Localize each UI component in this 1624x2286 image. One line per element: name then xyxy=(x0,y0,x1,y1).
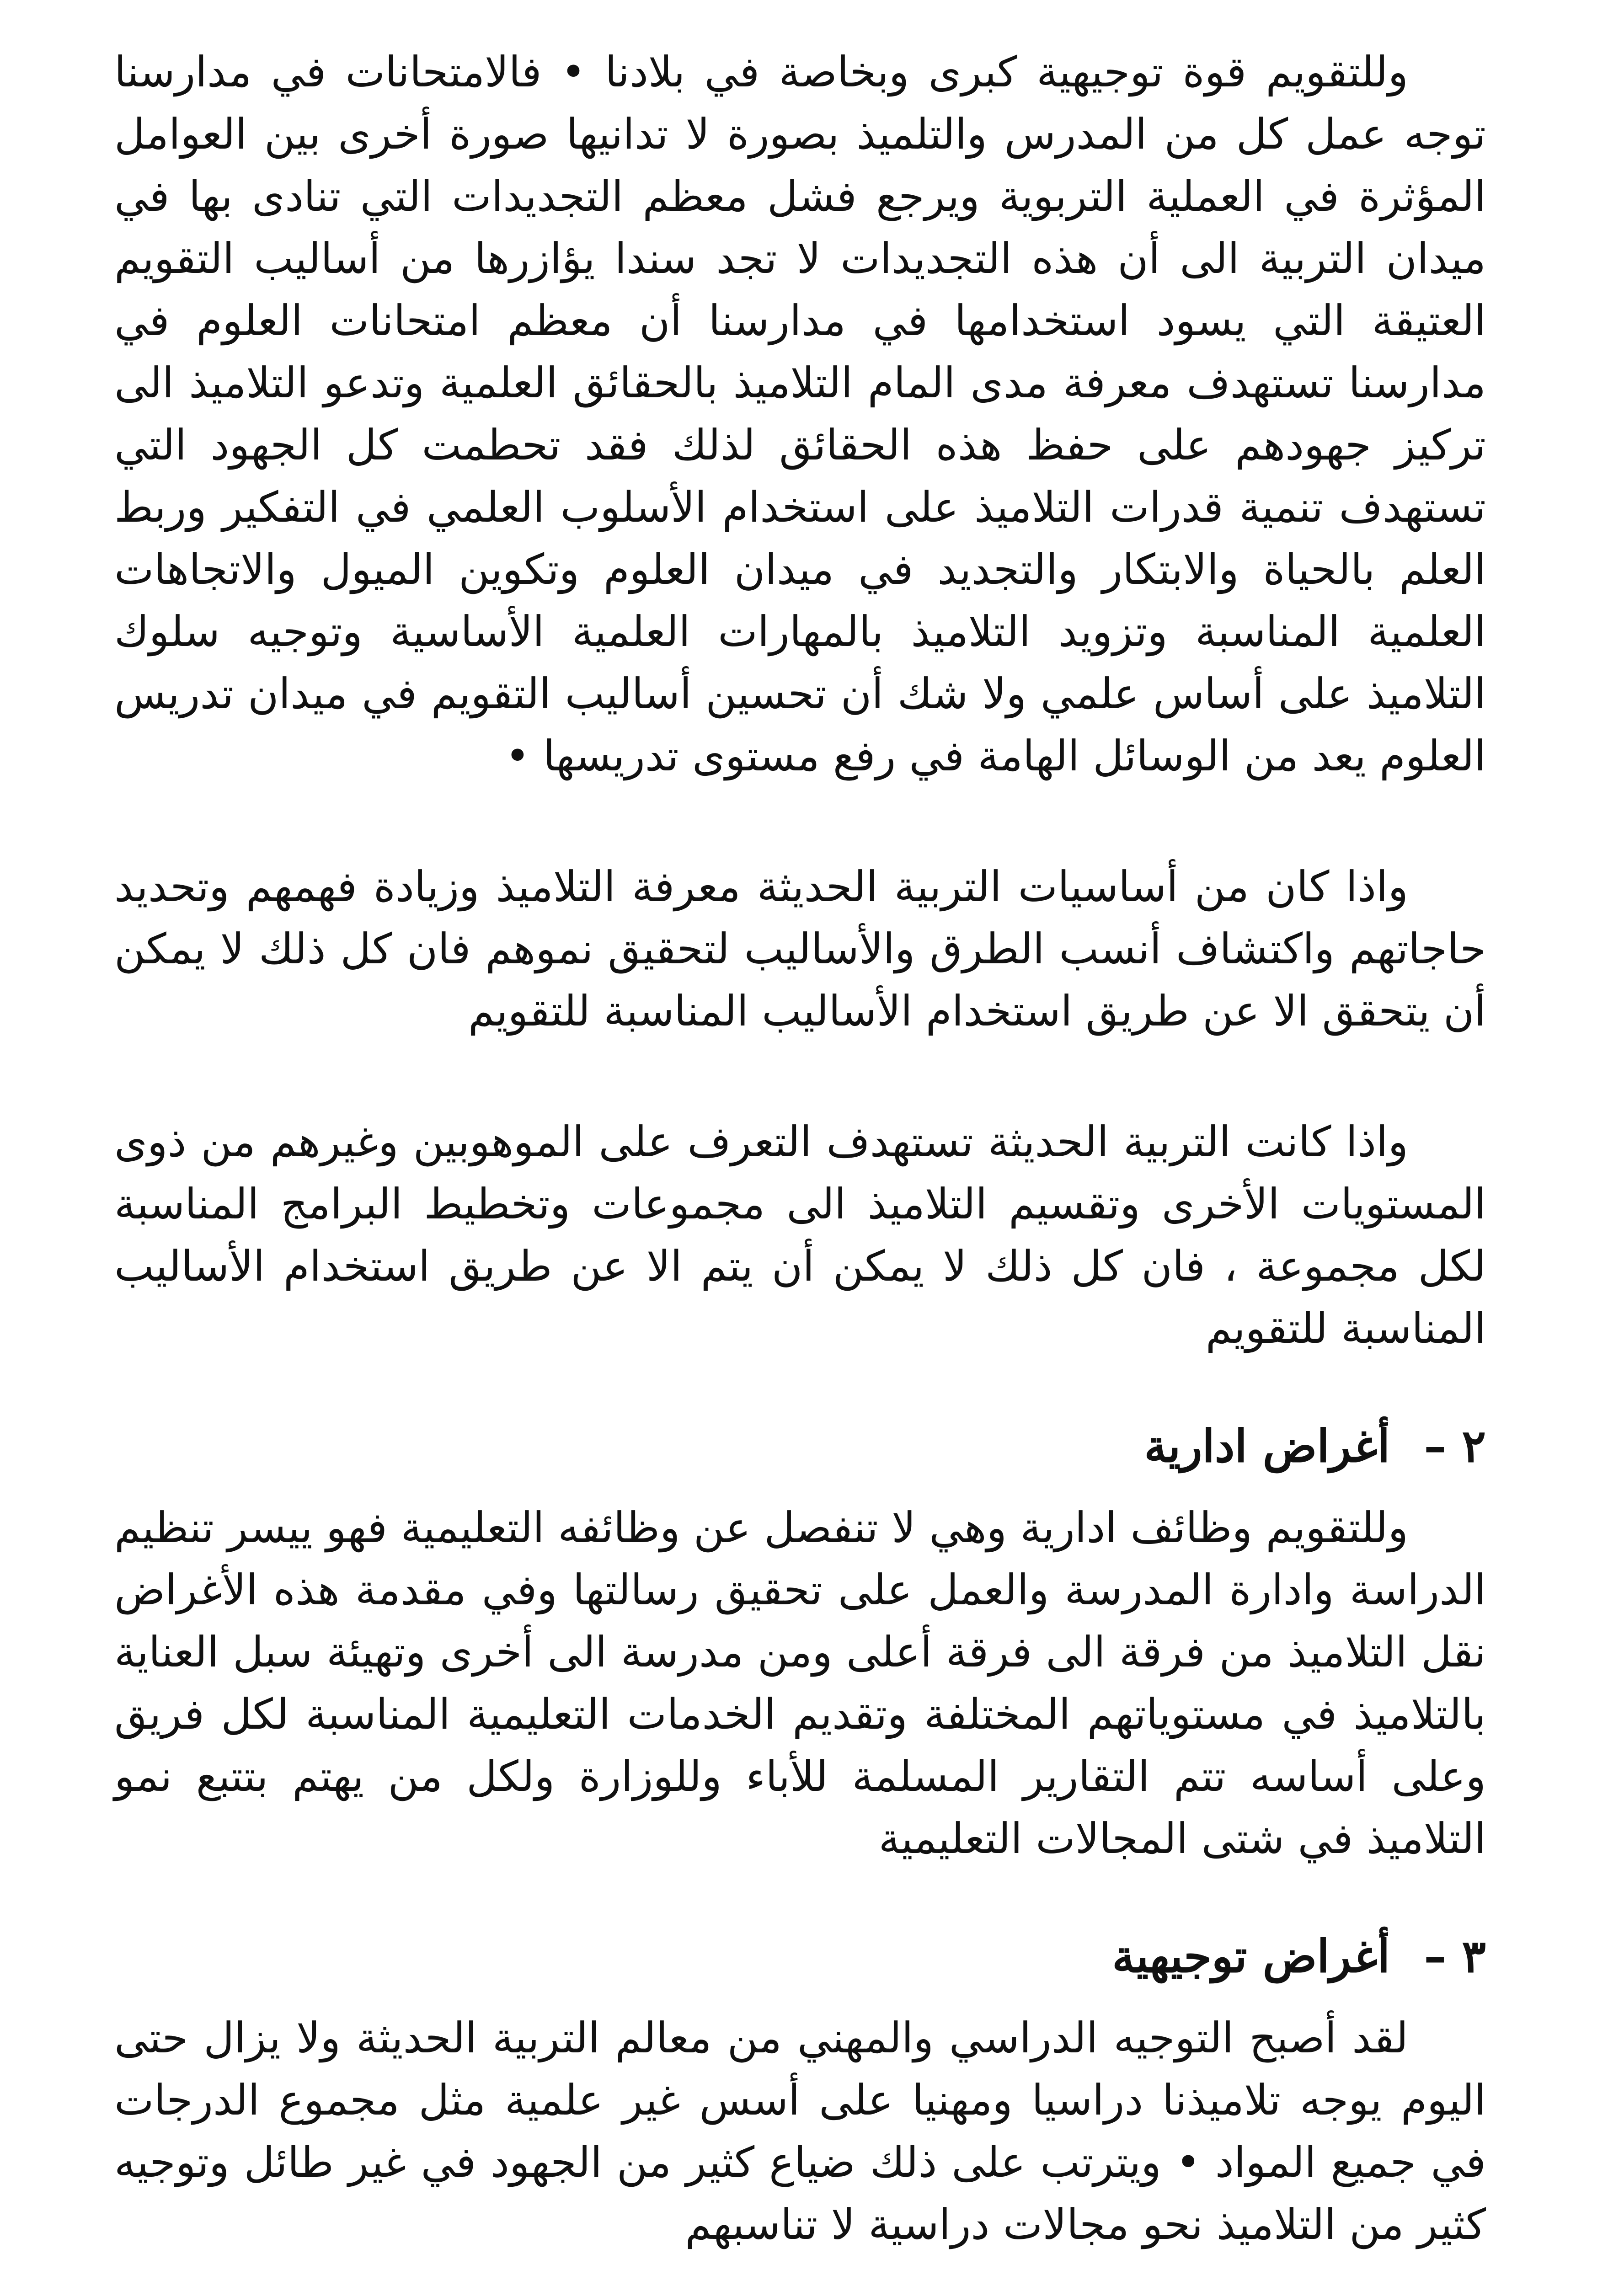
section-title: أغراض توجيهية xyxy=(1112,1930,1390,1983)
section-title: أغراض ادارية xyxy=(1144,1420,1390,1473)
paragraph-spacer xyxy=(114,787,1486,856)
paragraph-guidance-purposes: لقد أصبح التوجيه الدراسي والمهني من معالم التربية الحديثة ولا يزال حتى اليوم يوجه تلاميذنا دراسيا ومهنيا على أسس غير علمية مثل مجموع الدرجات في جميع المواد • ويترتب على ذلك ضياع كثير من الجهود في غير طائل وتوجيه كثير من التلاميذ نحو مجالات دراسية لا تناسبهم xyxy=(114,2014,1486,2249)
paragraph-gifted-students: واذا كانت التربية الحديثة تستهدف التعرف على الموهوبين وغيرهم من ذوى المستويات الأخرى وتقسيم التلاميذ الى مجموعات وتخطيط البرامج المناسبة لكل مجموعة ، فان كل ذلك لا يمكن أن يتم الا عن طريق استخدام الأساليب المناسبة للتقويم xyxy=(114,1117,1486,1353)
paragraph-administrative-purposes: وللتقويم وظائف ادارية وهي لا تنفصل عن وظائفه التعليمية فهو ييسر تنظيم الدراسة وادارة المدرسة والعمل على تحقيق رسالتها وفي مقدمة هذه الأغراض نقل التلاميذ من فرقة الى فرقة أعلى ومن مدرسة الى أخرى وتهيئة سبل العناية بالتلاميذ في مستوياتهم المختلفة وتقديم الخدمات التعليمية المناسبة لكل فريق وعلى أساسه تتم التقارير المسلمة للأباء وللوزارة ولكل من يهتم بتتبع نمو التلاميذ في شتى المجالات التعليمية xyxy=(114,1503,1486,1863)
paragraph-spacer xyxy=(114,1360,1486,1415)
section-heading-guidance xyxy=(114,1925,1486,1989)
paragraph-spacer xyxy=(114,1042,1486,1111)
paragraph-spacer xyxy=(114,1870,1486,1925)
section-number: ٢ – xyxy=(1424,1420,1486,1473)
section-heading-administrative xyxy=(114,1415,1486,1479)
paragraph-knowing-students: واذا كان من أساسيات التربية الحديثة معرفة التلاميذ وزيادة فهمهم وتحديد حاجاتهم واكتشاف أنسب الطرق والأساليب لتحقيق نموهم فان كل ذلك لا يمكن أن يتحقق الا عن طريق استخدام الأساليب المناسبة للتقويم xyxy=(114,862,1486,1036)
paragraph-evaluation-guidance: وللتقويم قوة توجيهية كبرى وبخاصة في بلادنا • فالامتحانات في مدارسنا توجه عمل كل من المدرس والتلميذ بصورة لا تدانيها صورة أخرى بين العوامل المؤثرة في العملية التربوية ويرجع فشل معظم التجديدات التي تنادى بها في ميدان التربية الى أن هذه التجديدات لا تجد سندا يؤازرها من أساليب التقويم العتيقة التي يسود استخدامها في مدارسنا أن معظم امتحانات العلوم في مدارسنا تستهدف معرفة مدى المام التلاميذ بالحقائق العلمية وتدعو التلاميذ الى تركيز جهودهم على حفظ هذه الحقائق لذلك فقد تحطمت كل الجهود التي تستهدف تنمية قدرات التلاميذ على استخدام الأسلوب العلمي في التفكير وربط العلم بالحياة والابتكار والتجديد في ميدان العلوم وتكوين الميول والاتجاهات العلمية المناسبة وتزويد التلاميذ بالمهارات العلمية الأساسية وتوجيه سلوك التلاميذ على أساس علمي ولا شك أن تحسين أساليب التقويم في ميدان تدريس العلوم يعد من الوسائل الهامة في رفع مستوى تدريسها • xyxy=(114,48,1486,780)
section-number: ٣ – xyxy=(1424,1930,1486,1983)
document-page xyxy=(114,41,1486,2286)
